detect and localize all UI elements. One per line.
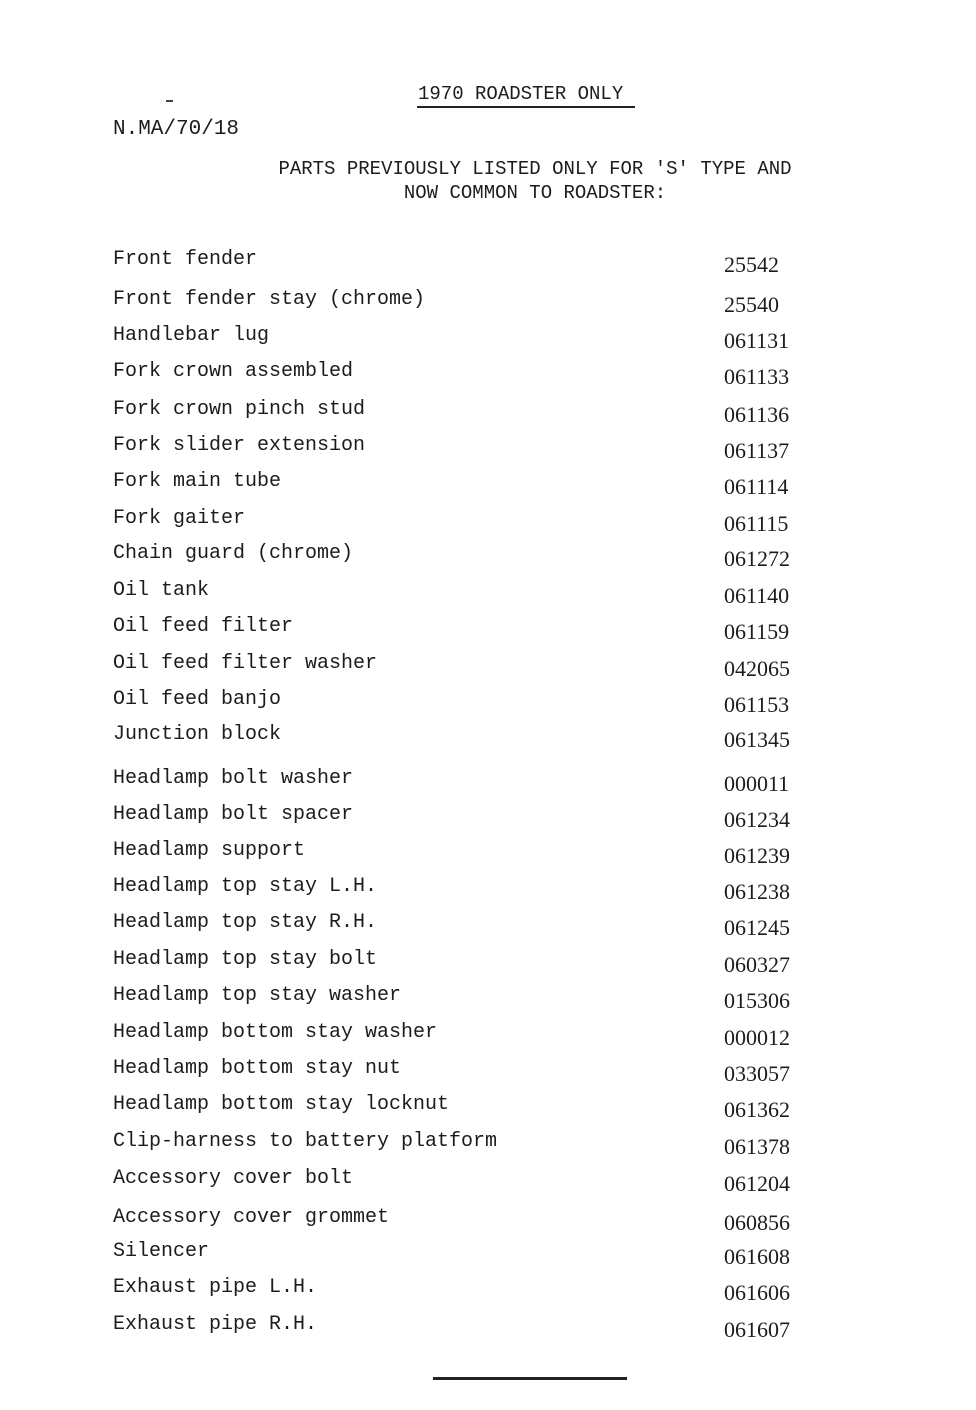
part-description: Fork main tube — [113, 470, 282, 493]
subtitle-line-2: NOW COMMON TO ROADSTER: — [403, 182, 667, 204]
part-description: Headlamp bottom stay locknut — [113, 1093, 450, 1116]
part-number: 061245 — [724, 915, 790, 940]
part-description: Oil feed filter washer — [113, 652, 378, 675]
part-number: 25540 — [724, 292, 779, 317]
part-row — [0, 324, 976, 354]
part-description: Exhaust pipe R.H. — [113, 1313, 318, 1336]
part-row — [0, 1313, 976, 1343]
part-description: Headlamp top stay bolt — [113, 948, 378, 971]
part-description: Accessory cover grommet — [113, 1206, 390, 1229]
subtitle-line-1: PARTS PREVIOUSLY LISTED ONLY FOR 'S' TYPE AND — [278, 158, 792, 180]
part-row — [0, 1276, 976, 1306]
part-number: 061115 — [724, 511, 789, 536]
part-description: Headlamp top stay L.H. — [113, 875, 378, 898]
part-row — [0, 875, 976, 905]
part-number: 061345 — [724, 727, 790, 752]
part-description: Fork gaiter — [113, 507, 246, 530]
part-number: 033057 — [724, 1061, 790, 1086]
part-number: 061608 — [724, 1244, 790, 1269]
part-description: Fork crown assembled — [113, 360, 354, 383]
part-row — [0, 984, 976, 1014]
part-number: 061131 — [724, 328, 790, 353]
part-number: 061140 — [724, 583, 790, 608]
part-row — [0, 1206, 976, 1236]
part-description: Clip-harness to battery platform — [113, 1130, 498, 1153]
part-description: Headlamp bolt spacer — [113, 803, 354, 826]
part-row — [0, 911, 976, 941]
part-number: 061114 — [724, 474, 789, 499]
part-description: Oil feed filter — [113, 615, 294, 638]
part-row — [0, 248, 976, 278]
part-number: 061239 — [724, 843, 790, 868]
part-row — [0, 470, 976, 500]
part-description: Headlamp bolt washer — [113, 767, 354, 790]
part-number: 061362 — [724, 1097, 790, 1122]
part-row — [0, 579, 976, 609]
part-description: Oil feed banjo — [113, 688, 282, 711]
part-row — [0, 1240, 976, 1270]
part-number: 060327 — [724, 952, 790, 977]
part-number: 061378 — [724, 1134, 790, 1159]
part-row — [0, 948, 976, 978]
part-description: Front fender stay (chrome) — [113, 288, 426, 311]
title-underline — [417, 106, 635, 108]
part-row — [0, 360, 976, 390]
part-description: Headlamp top stay washer — [113, 984, 402, 1007]
part-number: 061153 — [724, 692, 790, 717]
part-row — [0, 434, 976, 464]
part-description: Front fender — [113, 248, 258, 271]
part-row — [0, 1167, 976, 1197]
part-number: 000011 — [724, 771, 790, 796]
part-row — [0, 398, 976, 428]
part-description: Headlamp support — [113, 839, 306, 862]
part-row — [0, 1057, 976, 1087]
part-description: Fork slider extension — [113, 434, 366, 457]
part-number: 015306 — [724, 988, 790, 1013]
part-description: Headlamp top stay R.H. — [113, 911, 378, 934]
part-row — [0, 1130, 976, 1160]
part-number: 061234 — [724, 807, 790, 832]
part-number: 061272 — [724, 546, 790, 571]
margin-mark — [166, 100, 173, 102]
part-description: Headlamp bottom stay washer — [113, 1021, 438, 1044]
part-description: Headlamp bottom stay nut — [113, 1057, 402, 1080]
part-row — [0, 1021, 976, 1051]
part-row — [0, 803, 976, 833]
part-number: 060856 — [724, 1210, 790, 1235]
part-number: 061204 — [724, 1171, 790, 1196]
part-description: Fork crown pinch stud — [113, 398, 366, 421]
reference-number: N.MA/70/18 — [113, 118, 240, 141]
end-rule — [433, 1377, 627, 1380]
part-description: Junction block — [113, 723, 282, 746]
part-number: 25542 — [724, 252, 779, 277]
part-number: 061136 — [724, 402, 790, 427]
part-row — [0, 652, 976, 682]
part-number: 061607 — [724, 1317, 790, 1342]
part-row — [0, 288, 976, 318]
part-number: 061133 — [724, 364, 790, 389]
document-title: 1970 ROADSTER ONLY — [418, 83, 624, 105]
part-description: Handlebar lug — [113, 324, 270, 347]
part-number: 061606 — [724, 1280, 790, 1305]
part-row — [0, 723, 976, 753]
part-row — [0, 507, 976, 537]
part-row — [0, 767, 976, 797]
part-row — [0, 688, 976, 718]
part-number: 042065 — [724, 656, 790, 681]
part-description: Oil tank — [113, 579, 210, 602]
part-description: Exhaust pipe L.H. — [113, 1276, 318, 1299]
part-row — [0, 615, 976, 645]
part-description: Accessory cover bolt — [113, 1167, 354, 1190]
part-number: 061137 — [724, 438, 790, 463]
part-number: 061159 — [724, 619, 790, 644]
part-description: Silencer — [113, 1240, 210, 1263]
part-number: 000012 — [724, 1025, 790, 1050]
subtitle — [250, 157, 820, 205]
part-row — [0, 839, 976, 869]
part-number: 061238 — [724, 879, 790, 904]
part-row — [0, 1093, 976, 1123]
part-description: Chain guard (chrome) — [113, 542, 354, 565]
part-row — [0, 542, 976, 572]
